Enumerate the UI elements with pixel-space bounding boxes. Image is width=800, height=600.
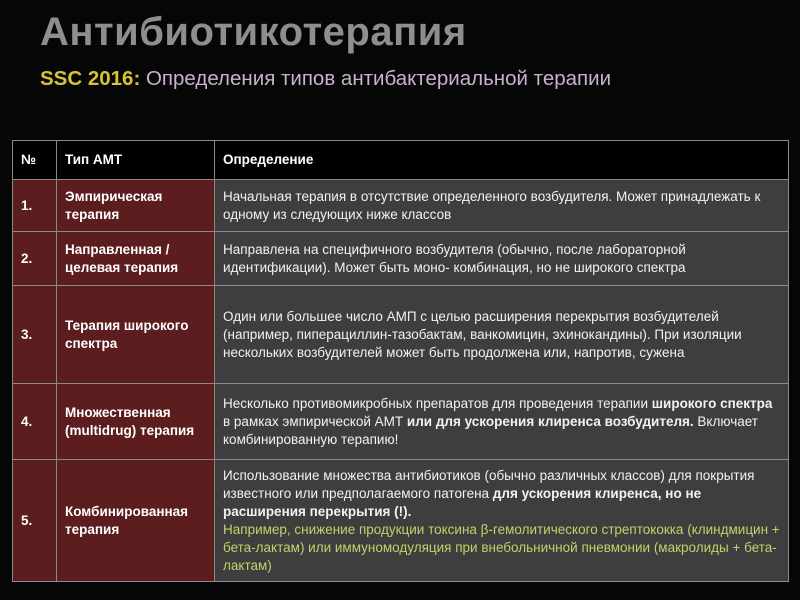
- row-definition: Начальная терапия в отсутствие определенного возбудителя. Может принадлежать к одному из следующих ниже классов: [215, 180, 789, 232]
- subtitle-source: SSC 2016:: [40, 67, 141, 90]
- row-type: Направленная / целевая терапия: [57, 232, 215, 286]
- row-type: Эмпирическая терапия: [57, 180, 215, 232]
- definition-example: Например, снижение продукции токсина β-гемолитического стрептококка (клиндмицин + бета-лактам) или иммуномодуляция при внебольничной пневмонии (макролиды + бета-лактам): [223, 521, 780, 573]
- row-number: 3.: [13, 286, 57, 384]
- slide-subtitle: [40, 66, 760, 92]
- row-type: Комбинированная терапия: [57, 460, 215, 582]
- subtitle-text: Определения типов антибактериальной терапии: [140, 67, 612, 90]
- definition-emphasis: для ускорения клиренса, но не расширения перекрытия (!).: [223, 485, 702, 519]
- definition-text: в рамках эмпирической АМТ: [223, 413, 407, 429]
- row-type: Множественная (multidrug) терапия: [57, 384, 215, 460]
- table-body: [13, 180, 789, 582]
- table-header-row: [13, 141, 789, 180]
- row-definition: [215, 460, 789, 582]
- row-type: Терапия широкого спектра: [57, 286, 215, 384]
- column-header-definition: Определение: [215, 141, 789, 180]
- row-number: 4.: [13, 384, 57, 460]
- row-definition: [215, 384, 789, 460]
- definition-text: Несколько противомикробных препаратов для проведения терапии: [223, 395, 652, 411]
- row-number: 1.: [13, 180, 57, 232]
- table-row: [13, 384, 789, 460]
- table-header: [13, 141, 789, 180]
- table-row: [13, 232, 789, 286]
- row-definition: Направлена на специфичного возбудителя (обычно, после лабораторной идентификации). Может быть моно- комбинация, но не широкого спектра: [215, 232, 789, 286]
- definition-emphasis: широкого спектра: [651, 395, 773, 411]
- table-row: [13, 180, 789, 232]
- table-row: [13, 460, 789, 582]
- definition-text: Использование множества антибиотиков (обычно различных классов) для покрытия известного или предполагаемого патогена: [223, 467, 755, 501]
- column-header-number: №: [13, 141, 57, 180]
- column-header-type: Тип АМТ: [57, 141, 215, 180]
- slide-title: Антибиотикотерапия: [40, 10, 467, 54]
- row-number: 2.: [13, 232, 57, 286]
- table-row: [13, 286, 789, 384]
- row-definition: Один или большее число АМП с целью расширения перекрытия возбудителей (например, пиперациллин-тазобактам, ванкомицин, эхинокандины). При изоляции нескольких возбудителей может быть продолжена или, напротив, сужена: [215, 286, 789, 384]
- amt-definitions-table: [12, 140, 789, 582]
- row-number: 5.: [13, 460, 57, 582]
- definition-emphasis: или для ускорения клиренса возбудителя.: [406, 413, 694, 429]
- definition-text: Включает комбинированную терапию!: [223, 413, 758, 447]
